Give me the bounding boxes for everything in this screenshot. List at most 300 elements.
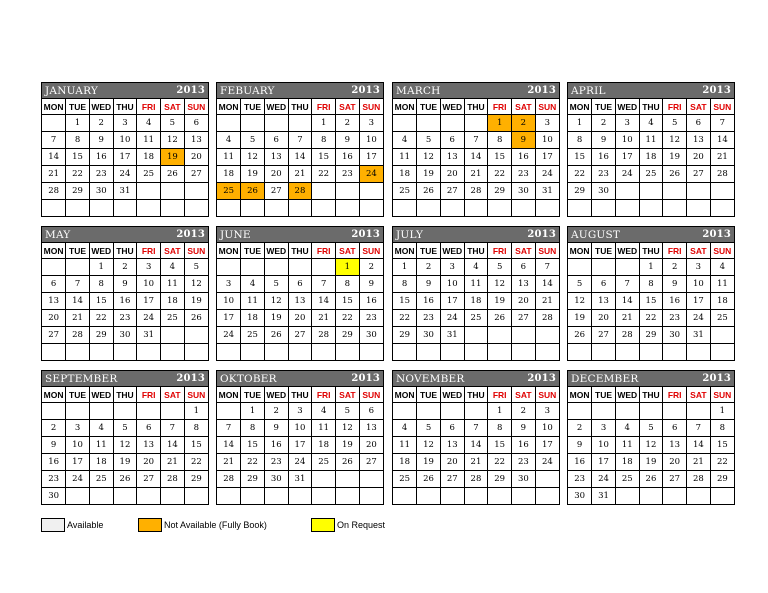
day-cell[interactable]: 12	[663, 132, 687, 149]
day-cell[interactable]: 12	[184, 276, 208, 293]
day-cell[interactable]: 22	[66, 166, 90, 183]
day-cell[interactable]: 25	[464, 310, 488, 327]
day-cell[interactable]: 1	[488, 403, 512, 420]
day-cell[interactable]: 3	[217, 276, 241, 293]
day-cell[interactable]: 27	[359, 454, 383, 471]
day-cell[interactable]: 20	[137, 454, 161, 471]
day-cell[interactable]: 9	[264, 420, 288, 437]
day-cell[interactable]: 16	[512, 437, 536, 454]
day-cell[interactable]: 10	[535, 132, 559, 149]
day-cell[interactable]: 3	[687, 259, 711, 276]
day-cell[interactable]: 6	[137, 420, 161, 437]
day-cell[interactable]: 16	[663, 293, 687, 310]
day-cell[interactable]: 19	[184, 293, 208, 310]
day-cell[interactable]: 7	[161, 420, 185, 437]
day-cell[interactable]: 7	[217, 420, 241, 437]
day-cell[interactable]: 5	[184, 259, 208, 276]
day-cell[interactable]: 18	[393, 454, 417, 471]
day-cell[interactable]: 12	[336, 420, 360, 437]
day-cell[interactable]: 22	[568, 166, 592, 183]
day-cell[interactable]: 17	[66, 454, 90, 471]
day-cell[interactable]: 15	[241, 437, 265, 454]
day-cell[interactable]: 10	[359, 132, 383, 149]
day-cell[interactable]: 7	[535, 259, 559, 276]
day-cell[interactable]: 8	[184, 420, 208, 437]
day-cell[interactable]: 28	[66, 327, 90, 344]
day-cell[interactable]: 9	[359, 276, 383, 293]
day-cell[interactable]: 12	[639, 437, 663, 454]
day-cell[interactable]: 8	[241, 420, 265, 437]
day-cell[interactable]: 4	[217, 132, 241, 149]
day-cell[interactable]: 6	[592, 276, 616, 293]
day-cell[interactable]: 23	[336, 166, 360, 183]
day-cell[interactable]: 8	[66, 132, 90, 149]
day-cell[interactable]: 19	[639, 454, 663, 471]
day-cell[interactable]: 4	[241, 276, 265, 293]
day-cell[interactable]: 11	[312, 420, 336, 437]
day-cell[interactable]: 5	[417, 420, 441, 437]
day-cell[interactable]: 6	[288, 276, 312, 293]
day-cell[interactable]: 21	[535, 293, 559, 310]
day-cell[interactable]: 27	[184, 166, 208, 183]
day-cell[interactable]: 13	[137, 437, 161, 454]
day-cell[interactable]: 16	[359, 293, 383, 310]
day-cell[interactable]: 30	[512, 471, 536, 488]
day-cell[interactable]: 18	[137, 149, 161, 166]
day-cell[interactable]: 28	[288, 183, 312, 200]
day-cell[interactable]: 7	[312, 276, 336, 293]
day-cell[interactable]: 24	[217, 327, 241, 344]
day-cell[interactable]: 7	[615, 276, 639, 293]
day-cell[interactable]: 6	[687, 115, 711, 132]
day-cell[interactable]: 3	[592, 420, 616, 437]
day-cell[interactable]: 13	[288, 293, 312, 310]
day-cell[interactable]: 23	[264, 454, 288, 471]
day-cell[interactable]: 26	[417, 183, 441, 200]
day-cell[interactable]: 28	[42, 183, 66, 200]
day-cell[interactable]: 3	[288, 403, 312, 420]
day-cell[interactable]: 1	[312, 115, 336, 132]
day-cell[interactable]: 10	[615, 132, 639, 149]
day-cell[interactable]: 31	[440, 327, 464, 344]
day-cell[interactable]: 25	[241, 327, 265, 344]
day-cell[interactable]: 23	[663, 310, 687, 327]
day-cell[interactable]: 29	[184, 471, 208, 488]
day-cell[interactable]: 14	[312, 293, 336, 310]
day-cell[interactable]: 4	[312, 403, 336, 420]
day-cell[interactable]: 22	[89, 310, 113, 327]
day-cell[interactable]: 15	[639, 293, 663, 310]
day-cell[interactable]: 18	[312, 437, 336, 454]
day-cell[interactable]: 30	[592, 183, 616, 200]
day-cell[interactable]: 20	[440, 166, 464, 183]
day-cell[interactable]: 23	[512, 166, 536, 183]
day-cell[interactable]: 27	[687, 166, 711, 183]
day-cell[interactable]: 24	[137, 310, 161, 327]
day-cell[interactable]: 24	[535, 166, 559, 183]
day-cell[interactable]: 21	[66, 310, 90, 327]
day-cell[interactable]: 26	[417, 471, 441, 488]
day-cell[interactable]: 23	[42, 471, 66, 488]
day-cell[interactable]: 21	[464, 166, 488, 183]
day-cell[interactable]: 29	[89, 327, 113, 344]
day-cell[interactable]: 27	[440, 471, 464, 488]
day-cell[interactable]: 6	[184, 115, 208, 132]
day-cell[interactable]: 12	[241, 149, 265, 166]
day-cell[interactable]: 8	[568, 132, 592, 149]
day-cell[interactable]: 21	[464, 454, 488, 471]
day-cell[interactable]: 19	[417, 454, 441, 471]
day-cell[interactable]: 21	[710, 149, 734, 166]
day-cell[interactable]: 7	[42, 132, 66, 149]
day-cell[interactable]: 13	[592, 293, 616, 310]
day-cell[interactable]: 16	[417, 293, 441, 310]
day-cell[interactable]: 12	[417, 437, 441, 454]
day-cell[interactable]: 9	[592, 132, 616, 149]
day-cell[interactable]: 14	[615, 293, 639, 310]
day-cell[interactable]: 4	[393, 132, 417, 149]
day-cell[interactable]: 4	[615, 420, 639, 437]
day-cell[interactable]: 30	[568, 488, 592, 505]
day-cell[interactable]: 31	[113, 183, 137, 200]
day-cell[interactable]: 15	[184, 437, 208, 454]
day-cell[interactable]: 18	[393, 166, 417, 183]
day-cell[interactable]: 26	[336, 454, 360, 471]
day-cell[interactable]: 4	[393, 420, 417, 437]
day-cell[interactable]: 19	[241, 166, 265, 183]
day-cell[interactable]: 11	[217, 149, 241, 166]
day-cell[interactable]: 26	[113, 471, 137, 488]
day-cell[interactable]: 6	[440, 132, 464, 149]
day-cell[interactable]: 11	[137, 132, 161, 149]
day-cell[interactable]: 5	[663, 115, 687, 132]
day-cell[interactable]: 24	[66, 471, 90, 488]
day-cell[interactable]: 26	[639, 471, 663, 488]
day-cell[interactable]: 15	[393, 293, 417, 310]
day-cell[interactable]: 16	[512, 149, 536, 166]
day-cell[interactable]: 30	[663, 327, 687, 344]
day-cell[interactable]: 4	[89, 420, 113, 437]
day-cell[interactable]: 14	[464, 437, 488, 454]
day-cell[interactable]: 20	[440, 454, 464, 471]
day-cell[interactable]: 20	[359, 437, 383, 454]
day-cell[interactable]: 14	[66, 293, 90, 310]
day-cell[interactable]: 17	[217, 310, 241, 327]
day-cell[interactable]: 2	[89, 115, 113, 132]
day-cell[interactable]: 17	[113, 149, 137, 166]
day-cell[interactable]: 19	[568, 310, 592, 327]
day-cell[interactable]: 25	[312, 454, 336, 471]
day-cell[interactable]: 7	[288, 132, 312, 149]
day-cell[interactable]: 6	[440, 420, 464, 437]
day-cell[interactable]: 27	[592, 327, 616, 344]
day-cell[interactable]: 11	[161, 276, 185, 293]
day-cell[interactable]: 25	[161, 310, 185, 327]
day-cell[interactable]: 4	[161, 259, 185, 276]
day-cell[interactable]: 8	[336, 276, 360, 293]
day-cell[interactable]: 5	[568, 276, 592, 293]
day-cell[interactable]: 16	[89, 149, 113, 166]
day-cell[interactable]: 7	[464, 420, 488, 437]
day-cell[interactable]: 29	[710, 471, 734, 488]
day-cell[interactable]: 10	[66, 437, 90, 454]
day-cell[interactable]: 2	[417, 259, 441, 276]
day-cell[interactable]: 22	[312, 166, 336, 183]
day-cell[interactable]: 1	[393, 259, 417, 276]
day-cell[interactable]: 20	[184, 149, 208, 166]
day-cell[interactable]: 26	[264, 327, 288, 344]
day-cell[interactable]: 9	[512, 420, 536, 437]
day-cell[interactable]: 16	[42, 454, 66, 471]
day-cell[interactable]: 17	[687, 293, 711, 310]
day-cell[interactable]: 21	[312, 310, 336, 327]
day-cell[interactable]: 3	[615, 115, 639, 132]
day-cell[interactable]: 25	[393, 471, 417, 488]
day-cell[interactable]: 24	[288, 454, 312, 471]
day-cell[interactable]: 31	[592, 488, 616, 505]
day-cell[interactable]: 1	[89, 259, 113, 276]
day-cell[interactable]: 27	[42, 327, 66, 344]
day-cell[interactable]: 2	[359, 259, 383, 276]
day-cell[interactable]: 16	[568, 454, 592, 471]
day-cell[interactable]: 6	[264, 132, 288, 149]
day-cell[interactable]: 17	[137, 293, 161, 310]
day-cell[interactable]: 17	[535, 149, 559, 166]
day-cell[interactable]: 28	[217, 471, 241, 488]
day-cell[interactable]: 31	[687, 327, 711, 344]
day-cell[interactable]: 13	[663, 437, 687, 454]
day-cell[interactable]: 17	[615, 149, 639, 166]
day-cell[interactable]: 14	[710, 132, 734, 149]
day-cell[interactable]: 2	[264, 403, 288, 420]
day-cell[interactable]: 5	[264, 276, 288, 293]
day-cell[interactable]: 28	[687, 471, 711, 488]
day-cell[interactable]: 28	[615, 327, 639, 344]
day-cell[interactable]: 23	[512, 454, 536, 471]
day-cell[interactable]: 30	[113, 327, 137, 344]
day-cell[interactable]: 29	[66, 183, 90, 200]
day-cell[interactable]: 30	[264, 471, 288, 488]
day-cell[interactable]: 18	[464, 293, 488, 310]
day-cell[interactable]: 8	[488, 420, 512, 437]
day-cell[interactable]: 21	[288, 166, 312, 183]
day-cell[interactable]: 27	[440, 183, 464, 200]
day-cell[interactable]: 19	[264, 310, 288, 327]
day-cell[interactable]: 7	[464, 132, 488, 149]
day-cell[interactable]: 22	[241, 454, 265, 471]
day-cell[interactable]: 15	[66, 149, 90, 166]
day-cell[interactable]: 13	[440, 437, 464, 454]
day-cell[interactable]: 5	[488, 259, 512, 276]
day-cell[interactable]: 25	[89, 471, 113, 488]
day-cell[interactable]: 21	[161, 454, 185, 471]
day-cell[interactable]: 29	[488, 471, 512, 488]
day-cell[interactable]: 13	[687, 132, 711, 149]
day-cell[interactable]: 2	[592, 115, 616, 132]
day-cell[interactable]: 29	[393, 327, 417, 344]
day-cell[interactable]: 1	[568, 115, 592, 132]
day-cell[interactable]: 21	[217, 454, 241, 471]
day-cell[interactable]: 5	[336, 403, 360, 420]
day-cell[interactable]: 2	[568, 420, 592, 437]
day-cell[interactable]: 17	[288, 437, 312, 454]
day-cell[interactable]: 6	[663, 420, 687, 437]
day-cell[interactable]: 23	[568, 471, 592, 488]
day-cell[interactable]: 26	[488, 310, 512, 327]
day-cell[interactable]: 18	[89, 454, 113, 471]
day-cell[interactable]: 3	[440, 259, 464, 276]
day-cell[interactable]: 18	[161, 293, 185, 310]
day-cell[interactable]: 8	[639, 276, 663, 293]
day-cell[interactable]: 10	[440, 276, 464, 293]
day-cell[interactable]: 27	[264, 183, 288, 200]
day-cell[interactable]: 9	[512, 132, 536, 149]
day-cell[interactable]: 14	[288, 149, 312, 166]
day-cell[interactable]: 12	[264, 293, 288, 310]
day-cell[interactable]: 28	[312, 327, 336, 344]
day-cell[interactable]: 11	[241, 293, 265, 310]
day-cell[interactable]: 7	[687, 420, 711, 437]
day-cell[interactable]: 18	[639, 149, 663, 166]
day-cell[interactable]: 8	[312, 132, 336, 149]
day-cell[interactable]: 1	[488, 115, 512, 132]
day-cell[interactable]: 8	[393, 276, 417, 293]
day-cell[interactable]: 12	[417, 149, 441, 166]
day-cell[interactable]: 2	[336, 115, 360, 132]
day-cell[interactable]: 16	[592, 149, 616, 166]
day-cell[interactable]: 12	[488, 276, 512, 293]
day-cell[interactable]: 3	[66, 420, 90, 437]
day-cell[interactable]: 10	[113, 132, 137, 149]
day-cell[interactable]: 3	[535, 403, 559, 420]
day-cell[interactable]: 20	[592, 310, 616, 327]
day-cell[interactable]: 6	[512, 259, 536, 276]
day-cell[interactable]: 27	[512, 310, 536, 327]
day-cell[interactable]: 19	[417, 166, 441, 183]
day-cell[interactable]: 4	[710, 259, 734, 276]
day-cell[interactable]: 10	[592, 437, 616, 454]
day-cell[interactable]: 8	[710, 420, 734, 437]
day-cell[interactable]: 31	[288, 471, 312, 488]
day-cell[interactable]: 26	[241, 183, 265, 200]
day-cell[interactable]: 23	[113, 310, 137, 327]
day-cell[interactable]: 24	[535, 454, 559, 471]
day-cell[interactable]: 16	[113, 293, 137, 310]
day-cell[interactable]: 15	[710, 437, 734, 454]
day-cell[interactable]: 12	[161, 132, 185, 149]
day-cell[interactable]: 29	[639, 327, 663, 344]
day-cell[interactable]: 7	[710, 115, 734, 132]
day-cell[interactable]: 13	[440, 149, 464, 166]
day-cell[interactable]: 28	[464, 471, 488, 488]
day-cell[interactable]: 26	[161, 166, 185, 183]
day-cell[interactable]: 13	[512, 276, 536, 293]
day-cell[interactable]: 24	[359, 166, 383, 183]
day-cell[interactable]: 19	[113, 454, 137, 471]
day-cell[interactable]: 8	[89, 276, 113, 293]
day-cell[interactable]: 17	[592, 454, 616, 471]
day-cell[interactable]: 15	[336, 293, 360, 310]
day-cell[interactable]: 23	[417, 310, 441, 327]
day-cell[interactable]: 14	[535, 276, 559, 293]
day-cell[interactable]: 6	[359, 403, 383, 420]
day-cell[interactable]: 20	[512, 293, 536, 310]
day-cell[interactable]: 25	[137, 166, 161, 183]
day-cell[interactable]: 23	[89, 166, 113, 183]
day-cell[interactable]: 20	[288, 310, 312, 327]
day-cell[interactable]: 22	[393, 310, 417, 327]
day-cell[interactable]: 13	[359, 420, 383, 437]
day-cell[interactable]: 17	[359, 149, 383, 166]
day-cell[interactable]: 22	[710, 454, 734, 471]
day-cell[interactable]: 8	[488, 132, 512, 149]
day-cell[interactable]: 11	[639, 132, 663, 149]
day-cell[interactable]: 1	[66, 115, 90, 132]
day-cell[interactable]: 18	[217, 166, 241, 183]
day-cell[interactable]: 31	[137, 327, 161, 344]
day-cell[interactable]: 14	[217, 437, 241, 454]
day-cell[interactable]: 9	[663, 276, 687, 293]
day-cell[interactable]: 25	[710, 310, 734, 327]
day-cell[interactable]: 25	[217, 183, 241, 200]
day-cell[interactable]: 14	[161, 437, 185, 454]
day-cell[interactable]: 26	[663, 166, 687, 183]
day-cell[interactable]: 30	[417, 327, 441, 344]
day-cell[interactable]: 19	[488, 293, 512, 310]
day-cell[interactable]: 1	[336, 259, 360, 276]
day-cell[interactable]: 25	[639, 166, 663, 183]
day-cell[interactable]: 24	[592, 471, 616, 488]
day-cell[interactable]: 5	[417, 132, 441, 149]
day-cell[interactable]: 21	[42, 166, 66, 183]
day-cell[interactable]: 29	[488, 183, 512, 200]
day-cell[interactable]: 5	[113, 420, 137, 437]
day-cell[interactable]: 16	[264, 437, 288, 454]
day-cell[interactable]: 3	[137, 259, 161, 276]
day-cell[interactable]: 10	[288, 420, 312, 437]
day-cell[interactable]: 28	[464, 183, 488, 200]
day-cell[interactable]: 20	[687, 149, 711, 166]
day-cell[interactable]: 1	[710, 403, 734, 420]
day-cell[interactable]: 11	[393, 437, 417, 454]
day-cell[interactable]: 25	[393, 183, 417, 200]
day-cell[interactable]: 2	[42, 420, 66, 437]
day-cell[interactable]: 11	[710, 276, 734, 293]
day-cell[interactable]: 22	[336, 310, 360, 327]
day-cell[interactable]: 5	[161, 115, 185, 132]
day-cell[interactable]: 22	[488, 454, 512, 471]
day-cell[interactable]: 29	[241, 471, 265, 488]
day-cell[interactable]: 2	[113, 259, 137, 276]
day-cell[interactable]: 28	[710, 166, 734, 183]
day-cell[interactable]: 26	[184, 310, 208, 327]
day-cell[interactable]: 24	[440, 310, 464, 327]
day-cell[interactable]: 12	[568, 293, 592, 310]
day-cell[interactable]: 28	[161, 471, 185, 488]
day-cell[interactable]: 9	[417, 276, 441, 293]
day-cell[interactable]: 9	[336, 132, 360, 149]
day-cell[interactable]: 14	[42, 149, 66, 166]
day-cell[interactable]: 2	[512, 115, 536, 132]
day-cell[interactable]: 9	[42, 437, 66, 454]
day-cell[interactable]: 25	[615, 471, 639, 488]
day-cell[interactable]: 30	[42, 488, 66, 505]
day-cell[interactable]: 18	[615, 454, 639, 471]
day-cell[interactable]: 3	[113, 115, 137, 132]
day-cell[interactable]: 13	[264, 149, 288, 166]
day-cell[interactable]: 24	[113, 166, 137, 183]
day-cell[interactable]: 17	[535, 437, 559, 454]
